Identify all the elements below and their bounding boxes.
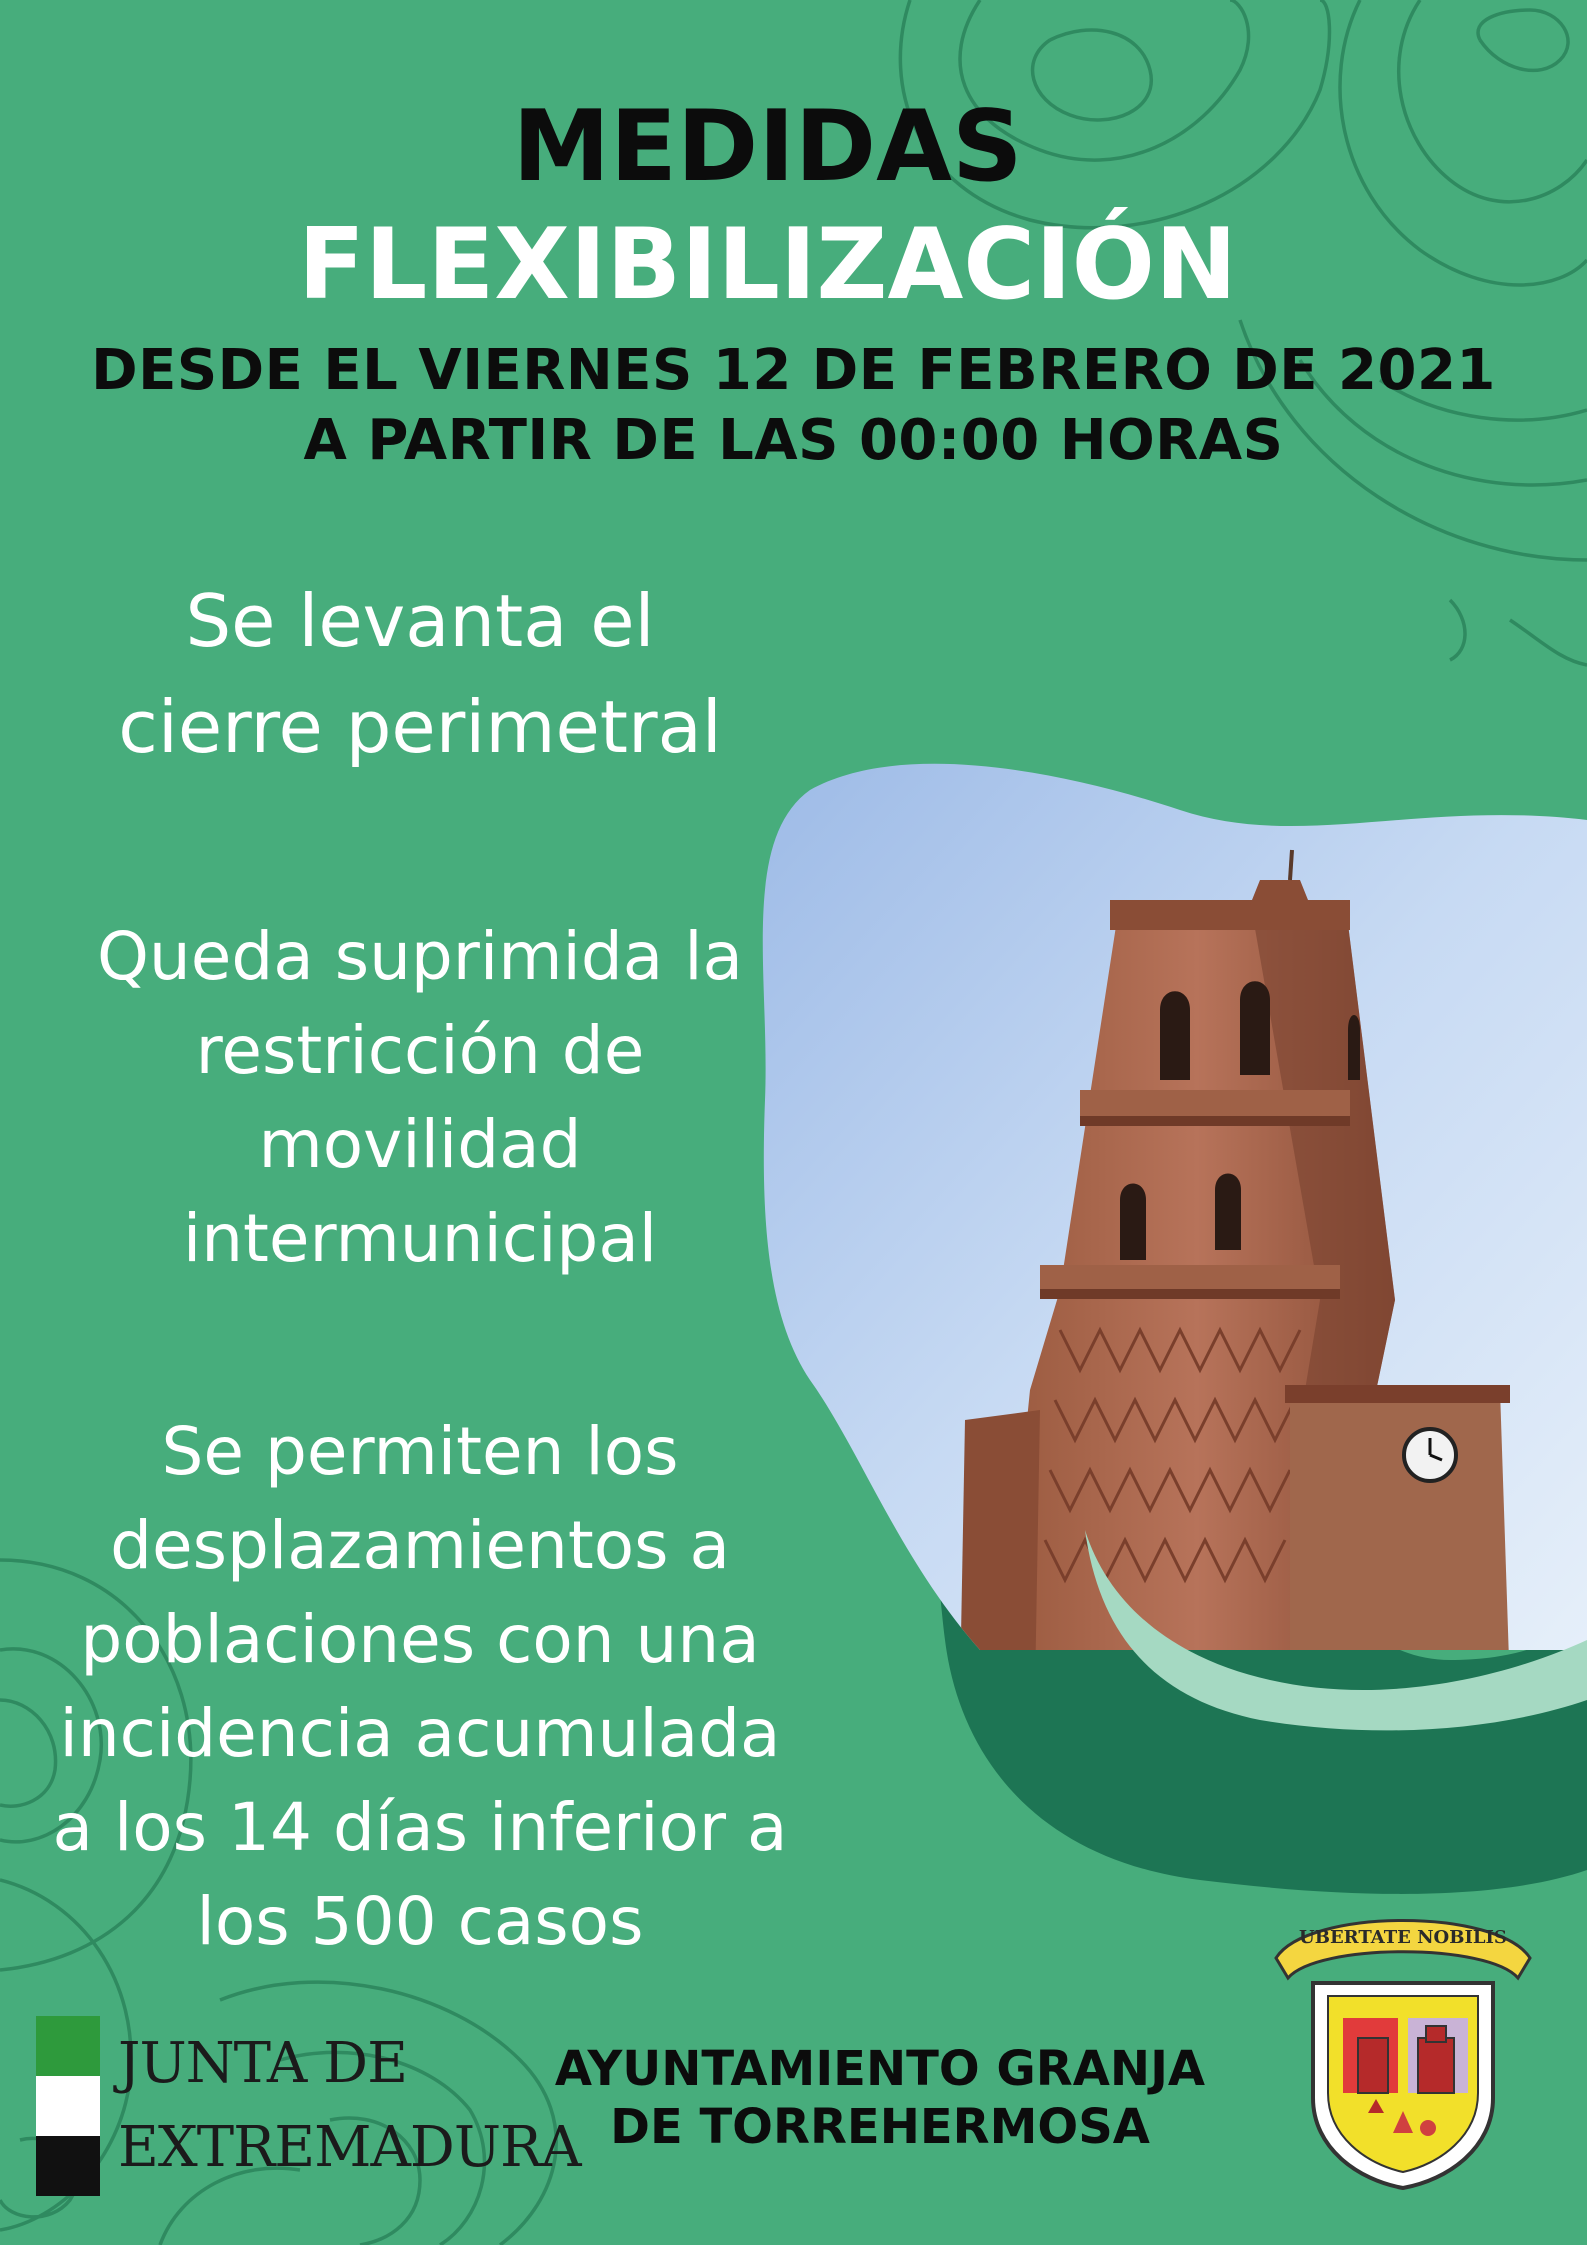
message-line: restricción de <box>195 1012 645 1089</box>
coat-of-arms-motto: UBERTATE NOBILIS <box>1299 1927 1507 1948</box>
message-line: cierre perimetral <box>118 685 722 769</box>
title-flexibilizacion: FLEXIBILIZACIÓN <box>297 208 1238 322</box>
message-line: intermunicipal <box>182 1200 658 1277</box>
message-line: los 500 casos <box>196 1883 644 1960</box>
message-line: movilidad <box>258 1106 582 1183</box>
date-line: DESDE EL VIERNES 12 DE FEBRERO DE 2021 <box>91 338 1496 403</box>
message-line: Se permiten los <box>161 1413 679 1490</box>
time-line: A PARTIR DE LAS 00:00 HORAS <box>303 408 1284 473</box>
ayuntamiento-line1: AYUNTAMIENTO GRANJA <box>554 2041 1206 2097</box>
message-line: Queda suprimida la <box>96 918 743 995</box>
message-line: a los 14 días inferior a <box>52 1789 788 1866</box>
ayuntamiento-line2: DE TORREHERMOSA <box>610 2099 1150 2155</box>
flag-black-stripe <box>36 2136 100 2196</box>
junta-logo-line1: JUNTA DE <box>118 2031 407 2096</box>
message-line: incidencia acumulada <box>59 1695 781 1772</box>
message-line: desplazamientos a <box>110 1507 730 1584</box>
coat-of-arms-icon <box>1268 1888 1538 2198</box>
junta-logo-line2: EXTREMADURA <box>118 2115 581 2180</box>
extremadura-flag-icon <box>36 2016 100 2076</box>
message-line: Se levanta el <box>185 579 655 663</box>
title-medidas: MEDIDAS <box>512 90 1023 204</box>
message-line: poblaciones con una <box>80 1601 760 1678</box>
flag-white-stripe <box>36 2076 100 2136</box>
